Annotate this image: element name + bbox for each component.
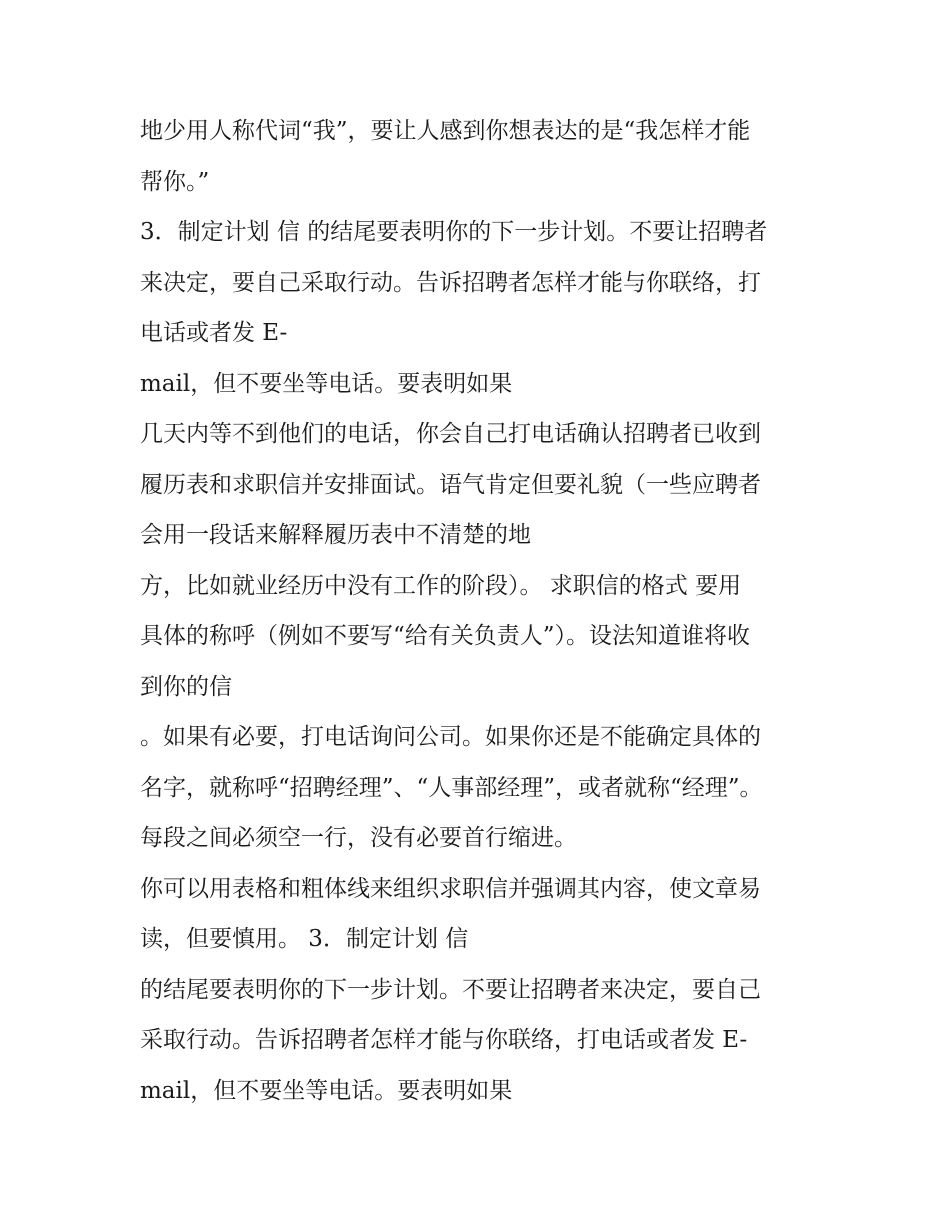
- text-line: 。如果有必要，打电话询问公司。如果你还是不能确定具体的: [140, 724, 761, 750]
- text-line: 你可以用表格和粗体线来组织求职信并强调其内容，使文章易: [140, 875, 761, 902]
- text-line: 读，但要慎用。 3．制定计划 信: [140, 926, 469, 952]
- document-body: [140, 106, 820, 1116]
- text-line: 帮你。”: [140, 168, 210, 195]
- text-line: 每段之间必须空一行，没有必要首行缩进。: [140, 825, 577, 851]
- text-line: 采取行动。告诉招聘者怎样才能与你联络，打电话或者发 E-: [140, 1027, 748, 1053]
- text-line: 的结尾要表明你的下一步计划。不要让招聘者来决定，要自己: [140, 976, 761, 1003]
- text-line: 3．制定计划 信 的结尾要表明你的下一步计划。不要让招聘者: [140, 219, 768, 245]
- text-line: 电话或者发 E-: [140, 320, 288, 346]
- text-line: mail，但不要坐等电话。要表明如果: [140, 1077, 513, 1104]
- text-line: 具体的称呼（例如不要写“给有关负责人”）。设法知道谁将收: [140, 623, 751, 649]
- text-line: 履历表和求职信并安排面试。语气肯定但要礼貌（一些应聘者: [140, 471, 761, 498]
- text-line: 名字，就称呼“招聘经理”、“人事部经理”，或者就称“经理”。: [140, 774, 763, 801]
- text-line: 会用一段话来解释履历表中不清楚的地: [140, 522, 531, 548]
- text-line: 来决定，要自己采取行动。告诉招聘者怎样才能与你联络，打: [140, 269, 761, 296]
- text-line: 方，比如就业经历中没有工作的阶段）。 求职信的格式 要用: [140, 572, 742, 599]
- text-line: 地少用人称代词“我”，要让人感到你想表达的是“我怎样才能: [140, 118, 751, 144]
- text-line: mail，但不要坐等电话。要表明如果: [140, 370, 513, 397]
- text-line: 几天内等不到他们的电话，你会自己打电话确认招聘者已收到: [140, 421, 761, 447]
- text-line: 到你的信: [140, 673, 232, 700]
